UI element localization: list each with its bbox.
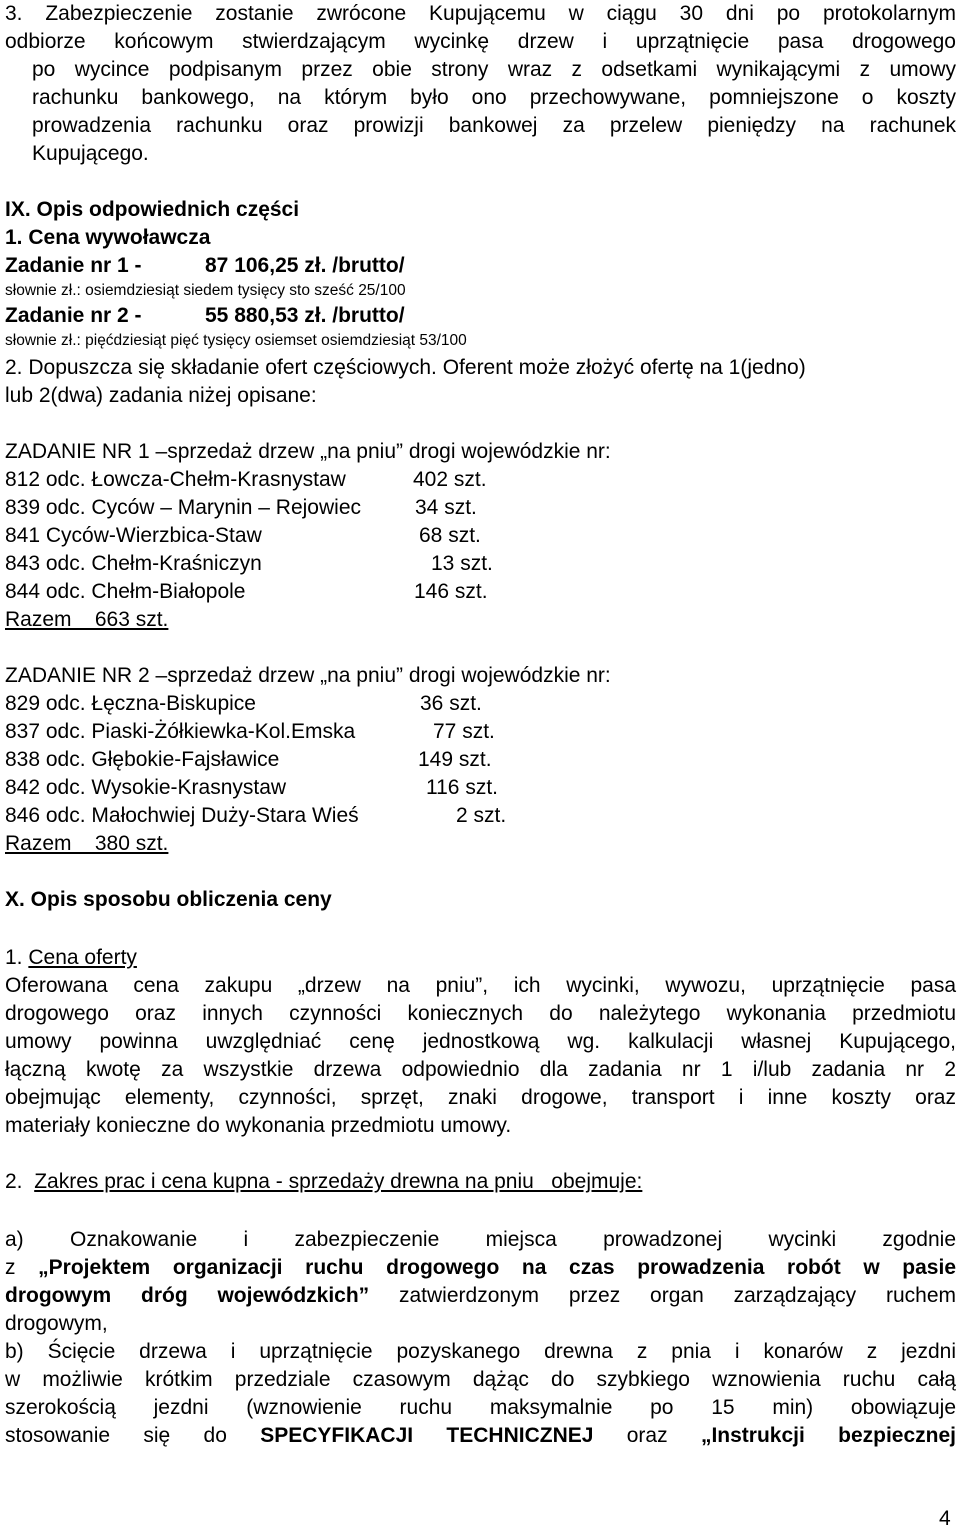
offer-price-paragraph-line: Oferowana cena zakupu „drzew na pniu”, ich wycinki, wywozu, uprzątnięcie pasa: [5, 974, 956, 997]
offer-price-subheading: [5, 944, 137, 972]
intro-line-1: 3. Zabezpieczenie zostanie zwrócone Kupującemu w ciągu 30 dni po protokolarnym: [5, 2, 956, 25]
road-name: 844 odc. Chełm-Białopole: [5, 580, 246, 603]
task2-words-label: słownie zł.:: [5, 332, 81, 349]
task1-words: osiemdziesiąt siedem tysięcy sto sześć 25/100: [85, 282, 406, 299]
instruction-reference: „Instrukcji bezpiecznej: [700, 1424, 956, 1447]
zadanie1-row: [5, 550, 493, 578]
tree-count: 149 szt.: [418, 748, 492, 771]
offer-price-paragraph-line: łączną kwotę za wszystkie drzewa odpowiednio dla zadania nr 1 i/lub zadania nr 2: [5, 1058, 956, 1081]
zadanie2-row: [5, 802, 506, 830]
offer-price-paragraph-line: umowy powinna uwzględniać cenę jednostkową wg. kalkulacji własnej Kupującego,: [5, 1030, 956, 1053]
item-a-line-4: drogowym,: [5, 1312, 108, 1335]
road-name: 843 odc. Chełm-Kraśniczyn: [5, 552, 262, 575]
partial-offers-a: 2. Dopuszcza się składanie ofert częściowych.: [5, 356, 437, 379]
zadanie2-row: [5, 690, 482, 718]
tree-count: 34 szt.: [415, 496, 477, 519]
task2-words: pięćdziesiąt pięć tysięcy osiemset osiemdziesiąt 53/100: [85, 332, 467, 349]
task2-label: Zadanie nr 2 -: [5, 304, 142, 327]
zadanie2-total: Razem 380 szt.: [5, 832, 169, 855]
page-number: 4: [939, 1507, 951, 1530]
road-name: 838 odc. Głębokie-Fajsławice: [5, 748, 280, 771]
zadanie1-row: [5, 494, 477, 522]
zadanie2-row: [5, 774, 498, 802]
zadanie1-row: [5, 466, 487, 494]
item-b-line-3: szerokością jezdni (wznowienie ruchu maksymalnie po 15 min) obowiązuje: [5, 1396, 956, 1419]
task1-words-line: [5, 280, 406, 302]
item-a-text: zatwierdzonym przez organ zarządzający ruchem: [369, 1284, 956, 1307]
subheading-title: Cena oferty: [28, 946, 137, 969]
zadanie2-row: [5, 746, 492, 774]
item-b-line-4: [5, 1422, 956, 1450]
subheading-title: Zakres prac i cena kupna - sprzedaży drewna na pniu obejmuje:: [34, 1170, 643, 1193]
item-a-line-2: [5, 1254, 956, 1282]
tree-count: 77 szt.: [433, 720, 495, 743]
task2-words-line: [5, 330, 467, 352]
road-name: 846 odc. Małochwiej Duży-Stara Wieś: [5, 804, 359, 827]
task1-label: Zadanie nr 1 -: [5, 254, 142, 277]
task1-price-line: [5, 252, 405, 280]
project-reference-end: drogowym dróg wojewódzkich”: [5, 1284, 370, 1307]
item-b-text: oraz: [593, 1424, 701, 1447]
tree-count: 2 szt.: [456, 804, 507, 827]
zadanie2-row: [5, 718, 495, 746]
zadanie1-row: [5, 522, 481, 550]
subheading-number: 1.: [5, 946, 23, 969]
tree-count: 68 szt.: [419, 524, 481, 547]
zadanie1-total: Razem 663 szt.: [5, 608, 169, 631]
tech-spec-reference: SPECYFIKACJI TECHNICZNEJ: [260, 1424, 594, 1447]
tree-count: 36 szt.: [420, 692, 482, 715]
zadanie2-heading: ZADANIE NR 2 –sprzedaż drzew „na pniu” drogi wojewódzkie nr:: [5, 664, 611, 687]
item-a-line-3: [5, 1282, 956, 1310]
subheading-number: 2.: [5, 1170, 23, 1193]
section-x-heading: X. Opis sposobu obliczenia ceny: [5, 888, 332, 911]
scope-subheading: [5, 1168, 642, 1196]
offer-price-paragraph-line: drogowego oraz innych czynności koniecznych do należytego wykonania przedmiotu: [5, 1002, 956, 1025]
intro-line-2: odbiorze końcowym stwierdzającym wycinkę drzew i uprzątnięcie pasa drogowego: [5, 30, 956, 53]
item-b-text: stosowanie się do: [5, 1424, 261, 1447]
road-name: 842 odc. Wysokie-Krasnystaw: [5, 776, 287, 799]
partial-offers-line-1: [5, 354, 806, 382]
task1-amount: 87 106,25 zł. /brutto/: [205, 254, 405, 277]
starting-price-heading: 1. Cena wywoławcza: [5, 226, 211, 249]
intro-line-5: prowadzenia rachunku oraz prowizji bankowej za przelew pieniędzy na rachunek: [32, 114, 956, 137]
project-reference: „Projektem organizacji ruchu drogowego na czas prowadzenia robót w pasie: [38, 1256, 956, 1279]
tree-count: 13 szt.: [431, 552, 493, 575]
intro-line-4: rachunku bankowego, na którym było ono przechowywane, pomniejszone o koszty: [32, 86, 956, 109]
task2-amount: 55 880,53 zł. /brutto/: [205, 304, 405, 327]
road-name: 829 odc. Łęczna-Biskupice: [5, 692, 256, 715]
partial-offers-line-2: lub 2(dwa) zadania niżej opisane:: [5, 384, 317, 407]
tree-count: 402 szt.: [413, 468, 487, 491]
offer-price-paragraph-line: materiały konieczne do wykonania przedmiotu umowy.: [5, 1114, 512, 1137]
offer-price-paragraph-line: obejmując elementy, czynności, sprzęt, znaki drogowe, transport i inne koszty oraz: [5, 1086, 956, 1109]
road-name: 812 odc. Łowcza-Chełm-Krasnystaw: [5, 468, 346, 491]
partial-offers-b: Oferent może złożyć ofertę na 1(jedno): [442, 356, 806, 379]
intro-line-3: po wycince podpisanym przez obie strony wraz z odsetkami wynikającymi z umowy: [32, 58, 956, 81]
zadanie1-heading: ZADANIE NR 1 –sprzedaż drzew „na pniu” drogi wojewódzkie nr:: [5, 440, 611, 463]
intro-line-6: Kupującego.: [32, 142, 149, 165]
road-name: 841 Cyców-Wierzbica-Staw: [5, 524, 262, 547]
zadanie1-row: [5, 578, 488, 606]
tree-count: 116 szt.: [426, 776, 498, 799]
section-ix-heading: IX. Opis odpowiednich części: [5, 198, 300, 221]
tree-count: 146 szt.: [414, 580, 488, 603]
item-b-line-1: b) Ścięcie drzewa i uprzątnięcie pozyskanego drewna z pnia i konarów z jezdni: [5, 1340, 956, 1363]
item-b-line-2: w możliwie krótkim przedziale czasowym dążąc do szybkiego wznowienia ruchu całą: [5, 1368, 956, 1391]
road-name: 839 odc. Cyców – Marynin – Rejowiec: [5, 496, 361, 519]
task2-price-line: [5, 302, 405, 330]
task1-words-label: słownie zł.:: [5, 282, 81, 299]
road-name: 837 odc. Piaski-Żółkiewka-Kol.Emska: [5, 720, 356, 743]
item-a-line-1: a) Oznakowanie i zabezpieczenie miejsca prowadzonej wycinki zgodnie: [5, 1228, 956, 1251]
item-a-text: z: [5, 1256, 39, 1279]
